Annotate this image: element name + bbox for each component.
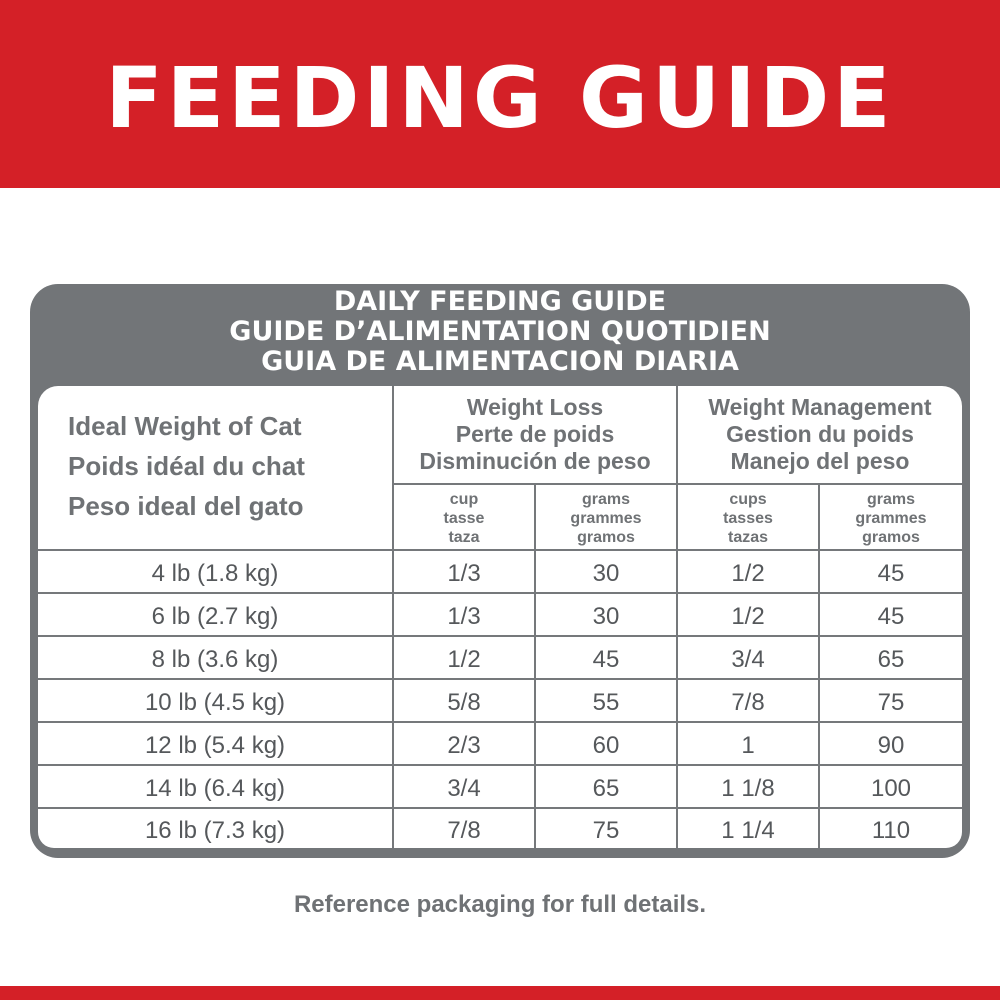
row-divider: [394, 483, 962, 485]
heading-english: DAILY FEEDING GUIDE: [333, 286, 667, 317]
management-cups-cell: 1: [741, 732, 755, 759]
unit-english: grams: [581, 491, 631, 508]
management-grams-cell: 100: [870, 775, 912, 802]
unit-spanish: taza: [448, 529, 480, 546]
management-cups-cell: 7/8: [731, 689, 765, 716]
unit-french: tasse: [443, 510, 485, 527]
unit-french: tasses: [723, 510, 773, 527]
feeding-guide-heading: [30, 287, 970, 377]
management-grams-cell: 45: [877, 560, 905, 587]
unit-spanish: gramos: [862, 529, 920, 546]
weight-header-french: Poids idéal du chat: [68, 451, 305, 481]
weight-loss-header-spanish: Disminución de peso: [419, 448, 651, 474]
unit-english: grams: [866, 491, 916, 508]
management-grams-unit-header: [820, 490, 962, 547]
loss-cups-cell: 2/3: [447, 732, 481, 759]
unit-spanish: tazas: [727, 529, 769, 546]
weight-management-header-french: Gestion du poids: [726, 421, 914, 447]
feeding-table: [38, 386, 962, 848]
management-grams-cell: 90: [877, 732, 905, 759]
loss-grams-cell: 75: [592, 817, 620, 844]
weight-column-header: [68, 406, 398, 526]
management-grams-cell: 75: [877, 689, 905, 716]
loss-grams-cell: 55: [592, 689, 620, 716]
loss-grams-cell: 65: [592, 775, 620, 802]
weight-cell: 8 lb (3.6 kg): [151, 646, 279, 673]
weight-loss-header: [394, 394, 676, 475]
management-cups-unit-header: [678, 490, 818, 547]
bottom-stripe: [0, 986, 1000, 1000]
loss-cups-cell: 1/3: [447, 560, 481, 587]
row-divider: [38, 549, 962, 551]
unit-english: cups: [729, 491, 767, 508]
management-cups-cell: 1 1/8: [721, 775, 775, 802]
weight-management-header-english: Weight Management: [708, 394, 932, 420]
management-grams-cell: 110: [871, 817, 911, 844]
weight-cell: 14 lb (6.4 kg): [144, 775, 286, 802]
weight-cell: 6 lb (2.7 kg): [151, 603, 279, 630]
loss-grams-cell: 45: [592, 646, 620, 673]
unit-french: grammes: [570, 510, 642, 527]
heading-spanish: GUIA DE ALIMENTACION DIARIA: [261, 346, 739, 377]
weight-management-header: [678, 394, 962, 475]
weight-header-english: Ideal Weight of Cat: [68, 411, 302, 441]
weight-loss-header-english: Weight Loss: [466, 394, 604, 420]
weight-header-spanish: Peso ideal del gato: [68, 491, 304, 521]
loss-cups-cell: 1/2: [447, 646, 481, 673]
unit-spanish: gramos: [577, 529, 635, 546]
footer-note: Reference packaging for full details.: [293, 891, 707, 918]
loss-grams-cell: 30: [592, 603, 620, 630]
loss-cups-cell: 3/4: [447, 775, 481, 802]
weight-cell: 4 lb (1.8 kg): [151, 560, 279, 587]
loss-cups-unit-header: [394, 490, 534, 547]
management-cups-cell: 1/2: [731, 560, 765, 587]
loss-cups-cell: 7/8: [447, 817, 481, 844]
loss-grams-cell: 30: [592, 560, 620, 587]
unit-french: grammes: [855, 510, 927, 527]
management-grams-cell: 45: [877, 603, 905, 630]
management-cups-cell: 3/4: [731, 646, 765, 673]
weight-management-header-spanish: Manejo del peso: [730, 448, 910, 474]
weight-cell: 16 lb (7.3 kg): [144, 817, 286, 844]
weight-cell: 10 lb (4.5 kg): [144, 689, 286, 716]
weight-cell: 12 lb (5.4 kg): [144, 732, 286, 759]
loss-cups-cell: 1/3: [447, 603, 481, 630]
unit-english: cup: [449, 491, 479, 508]
loss-grams-unit-header: [536, 490, 676, 547]
loss-grams-cell: 60: [592, 732, 620, 759]
page-title: FEEDING GUIDE: [105, 49, 895, 147]
weight-loss-header-french: Perte de poids: [455, 421, 615, 447]
management-cups-cell: 1 1/4: [721, 817, 775, 844]
management-grams-cell: 65: [877, 646, 905, 673]
loss-cups-cell: 5/8: [447, 689, 481, 716]
heading-french: GUIDE D’ALIMENTATION QUOTIDIEN: [229, 316, 771, 347]
management-cups-cell: 1/2: [731, 603, 765, 630]
